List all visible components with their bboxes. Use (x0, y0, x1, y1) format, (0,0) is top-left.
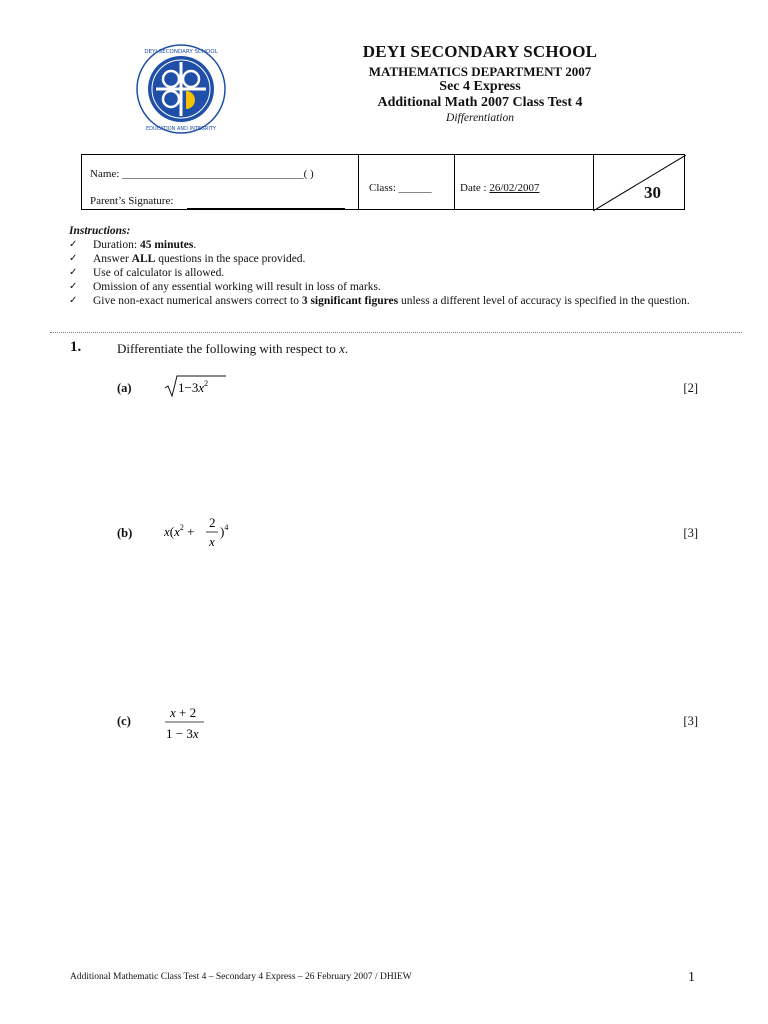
instruction-item: ✓ Use of calculator is allowed. (69, 267, 225, 279)
svg-text:x: x (209, 534, 215, 549)
fraction-expression (164, 513, 254, 553)
instruction-item: ✓ Answer ALL questions in the space provided. (69, 253, 306, 265)
expression-c (164, 702, 214, 748)
part-label-c: (c) (117, 714, 131, 728)
class-field[interactable]: Class: ______ (369, 182, 432, 194)
svg-text:x(x2 +: $x(x^2$ + (164, 523, 195, 539)
svg-text:1 − 3x: 1 − 3x (166, 726, 199, 741)
fraction-expression (164, 702, 214, 744)
page-number: 1 (688, 970, 695, 985)
date-value: 26/02/2007 (489, 182, 540, 194)
check-icon: ✓ (69, 295, 78, 306)
check-icon: ✓ (69, 253, 78, 264)
date-label: Date : (460, 182, 490, 194)
expression-a (164, 374, 244, 404)
sqrt-icon (164, 374, 244, 400)
check-icon: ✓ (69, 281, 78, 292)
signature-label: Parent’s Signature: (90, 195, 174, 207)
instruction-item: ✓ Omission of any essential working will result in loss of marks. (69, 281, 381, 293)
section-divider (50, 332, 742, 333)
total-marks: 30 (644, 183, 661, 202)
student-info-box (81, 154, 685, 210)
marks-c: [3] (683, 714, 698, 728)
school-logo (136, 44, 226, 134)
divider (454, 155, 455, 209)
instruction-item: ✓ Give non-exact numerical answers correct to 3 significant figures unless a different level of accuracy is specified in the question. (69, 295, 690, 307)
instruction-item: ✓ Duration: 45 minutes. (69, 239, 197, 251)
school-name: DEYI SECONDARY SCHOOL (362, 42, 598, 61)
svg-text:2: 2 (209, 515, 216, 530)
expression-b (164, 513, 254, 557)
svg-text:1−3x2: $1-3x^2$ (178, 379, 209, 395)
name-field[interactable]: Name: _________________________________( ) (90, 168, 314, 180)
question-text: Differentiate the following with respect to x. (117, 341, 349, 356)
class-level: Sec 4 Express (439, 79, 521, 94)
instructions-list (69, 238, 709, 308)
date-field (460, 182, 539, 194)
score-diagonal (593, 155, 686, 211)
check-icon: ✓ (69, 267, 78, 278)
footer-text: Additional Mathematic Class Test 4 – Secondary 4 Express – 26 February 2007 / DHIEW (70, 972, 412, 982)
logo-text: DEYI SECONDARY SCHOOL (144, 49, 218, 55)
logo-motto: EDUCATION AND INTEGRITY (146, 126, 216, 132)
marks-a: [2] (683, 381, 698, 395)
part-label-a: (a) (117, 381, 132, 395)
svg-text:x + 2: x + 2 (170, 705, 197, 720)
test-title: Additional Math 2007 Class Test 4 (377, 95, 583, 110)
instructions-title: Instructions: (69, 225, 131, 237)
test-topic: Differentiation (446, 112, 514, 124)
question-number: 1. (70, 339, 82, 355)
department: MATHEMATICS DEPARTMENT 2007 (368, 64, 592, 79)
check-icon: ✓ (69, 239, 78, 250)
divider (358, 155, 359, 209)
part-label-b: (b) (117, 526, 133, 540)
marks-b: [3] (683, 526, 698, 540)
svg-text:)4: )$^4$ (220, 523, 229, 539)
signature-field[interactable] (187, 208, 345, 209)
